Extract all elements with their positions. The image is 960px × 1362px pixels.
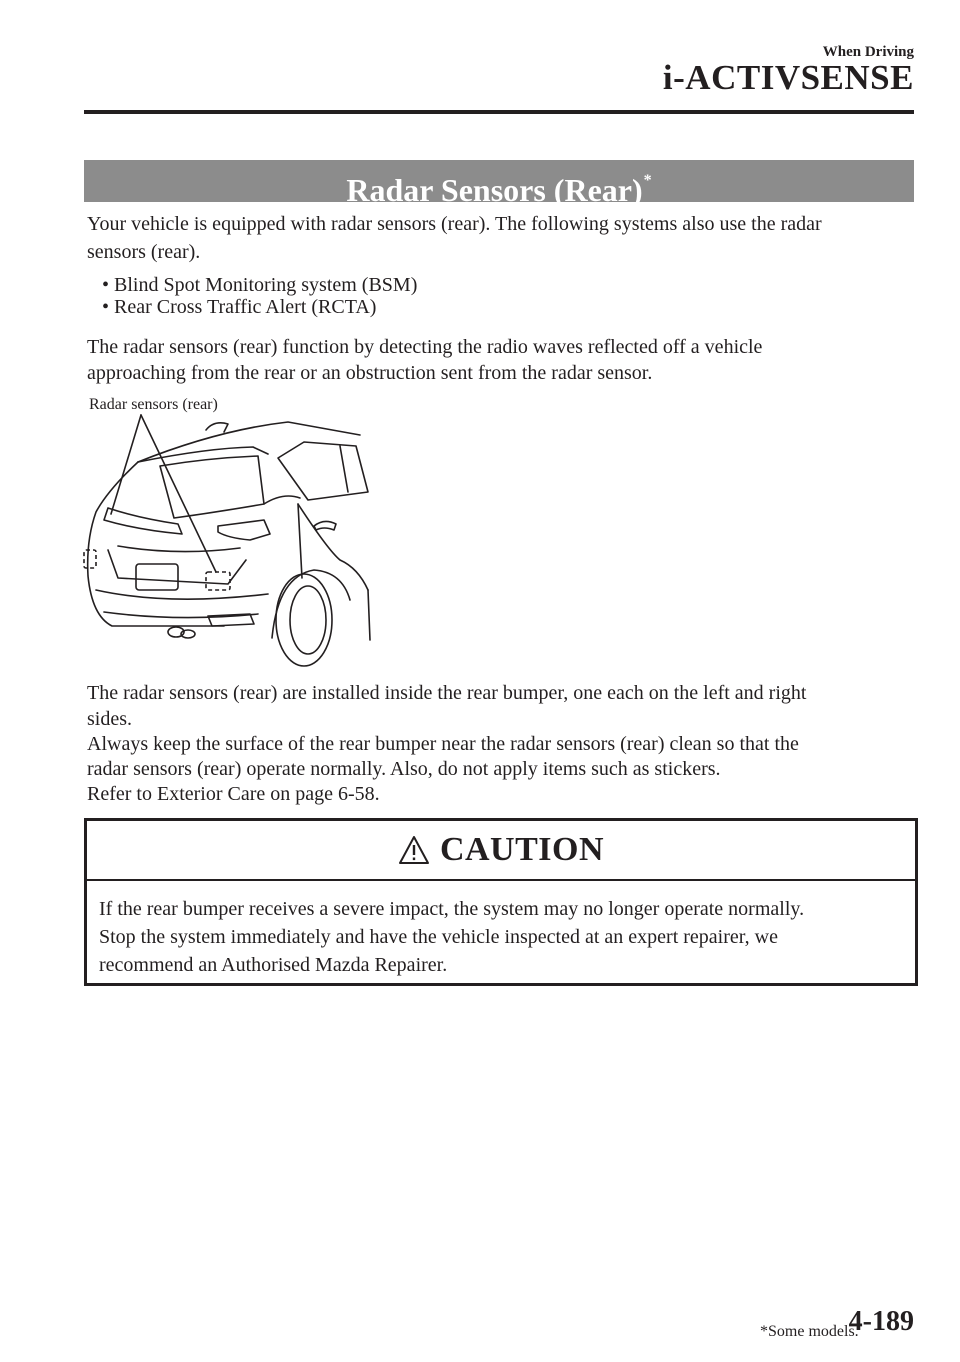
location-line-2: sides. — [87, 708, 132, 730]
caution-box — [84, 818, 918, 986]
caution-line-2: Stop the system immediately and have the vehicle inspected at an expert repairer, we — [99, 926, 778, 948]
caution-heading: CAUTION — [439, 831, 605, 868]
caution-header — [87, 821, 915, 881]
intro-line-1: Your vehicle is equipped with radar sensors (rear). The following systems also use the radar — [87, 213, 822, 235]
caution-text — [87, 881, 915, 979]
page-title-text: Radar Sensors (Rear) — [346, 172, 643, 208]
function-line-2: approaching from the rear or an obstruction sent from the radar sensor. — [87, 362, 653, 384]
warning-triangle-icon — [398, 835, 430, 865]
location-line-5: Refer to Exterior Care on page 6-58. — [87, 783, 380, 805]
header-chapter: i-ACTIVSENSE — [662, 58, 914, 97]
caution-line-1: If the rear bumper receives a severe impact, the system may no longer operate normally. — [99, 898, 805, 920]
page-title — [84, 160, 914, 208]
location-line-1: The radar sensors (rear) are installed inside the rear bumper, one each on the left and right — [87, 682, 807, 704]
caution-line-3: recommend an Authorised Mazda Repairer. — [99, 954, 448, 976]
some-models-marker: * — [643, 172, 652, 189]
page-number: 4-189 — [848, 1306, 914, 1337]
bullet-bsm: • Blind Spot Monitoring system (BSM) — [102, 274, 418, 296]
location-line-3: Always keep the surface of the rear bumper near the radar sensors (rear) clean so that the — [87, 733, 799, 755]
header-section: When Driving — [822, 44, 914, 60]
car-rear-illustration — [78, 400, 378, 670]
figure-label: Radar sensors (rear) — [89, 396, 218, 413]
intro-line-2: sensors (rear). — [87, 241, 201, 263]
footer-note: *Some models. — [760, 1323, 859, 1340]
bullet-rcta: • Rear Cross Traffic Alert (RCTA) — [102, 296, 377, 318]
location-line-4: radar sensors (rear) operate normally. Also, do not apply items such as stickers. — [87, 758, 721, 780]
header-rule — [84, 110, 914, 114]
function-line-1: The radar sensors (rear) function by detecting the radio waves reflected off a vehicle — [87, 336, 763, 358]
